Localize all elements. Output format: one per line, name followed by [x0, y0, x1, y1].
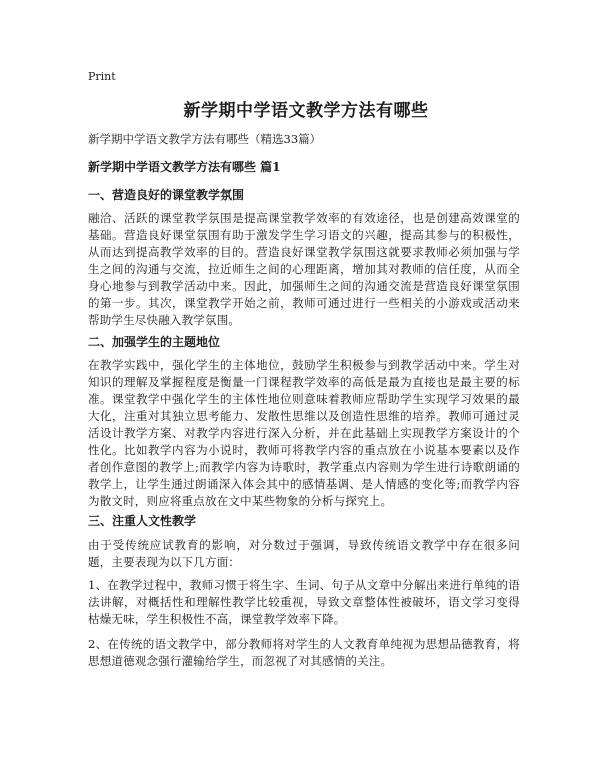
section-heading-2: 二、加强学生的主题地位	[88, 335, 221, 349]
paragraph: 2、在传统的语文教学中，部分教师将对学生的人文教育单纯视为思想品德教育，将思想道德观念强行灌输给学生，而忽视了对其感情的关注。	[88, 637, 520, 668]
print-link[interactable]: Print	[88, 70, 116, 83]
section-3-intro	[88, 537, 520, 571]
paragraph: 融洽、活跃的课堂教学氛围是提高课堂教学效率的有效途径，也是创建高效课堂的基础。营造良好课堂氛围有助于激发学生学习语文的兴趣，提高其参与的积极性，从而达到提高教学效率的目的。营造良好课堂教学氛围这就要求教师必须加强与学生之间的沟通与交流，拉近师生之间的心理距离，增加其对教师的信任度，从而全身心地参与到教学活动中来。因此，加强师生之间的沟通交流是营造良好课堂氛围的第一步。其次，课堂教学开始之前，教师可通过进行一些相关的小游戏或活动来帮助学生尽快融入教学氛围。	[88, 211, 520, 327]
document-subtitle: 新学期中学语文教学方法有哪些（精选33篇）	[88, 132, 322, 146]
page-title: 新学期中学语文教学方法有哪些	[183, 101, 429, 121]
paragraph: 由于受传统应试教育的影响，对分数过于强调，导致传统语文教学中存在很多问题，主要表现为以下几方面：	[88, 538, 520, 569]
section-3-point-2	[88, 636, 520, 670]
section-heading-3: 三、注重人文性教学	[88, 514, 197, 528]
paragraph: 1、在教学过程中，教师习惯于将生字、生词、句子从文章中分解出来进行单纯的语法讲解，对概括性和理解性教学比较重视，导致文章整体性被破坏，语文学习变得枯燥无味，学生积极性不高，课堂教学效率下降。	[88, 578, 520, 626]
article-heading: 新学期中学语文教学方法有哪些 篇1	[88, 160, 281, 174]
paragraph: 在教学实践中，强化学生的主体地位，鼓励学生积极参与到教学活动中来。学生对知识的理解及掌握程度是衡量一门课程教学效率的高低是最为直接也是最主要的标准。课堂教学中强化学生的主体性地位则意味着教师应帮助学生实现学习效果的最大化，注重对其独立思考能力、发散性思维以及创造性思维的培养。教师可通过灵活设计教学方案、对教学内容进行深入分析，并在此基础上实现教学方案设计的个性化。比如教学内容为小说时，教师可将教学内容的重点放在小说基本要素以及作者创作意图的教学上;而教学内容为诗歌时，教学重点内容则为学生进行诗歌朗诵的教学上，让学生通过朗诵深入体会其中的感情基调、是人情感的变化等;而教学内容为散文时，则应将重点放在文中某些物象的分析与探究上。	[88, 358, 520, 508]
section-heading-1: 一、营造良好的课堂教学氛围	[88, 188, 245, 202]
section-1-body	[88, 210, 520, 329]
section-2-body	[88, 357, 520, 510]
section-3-point-1	[88, 577, 520, 628]
